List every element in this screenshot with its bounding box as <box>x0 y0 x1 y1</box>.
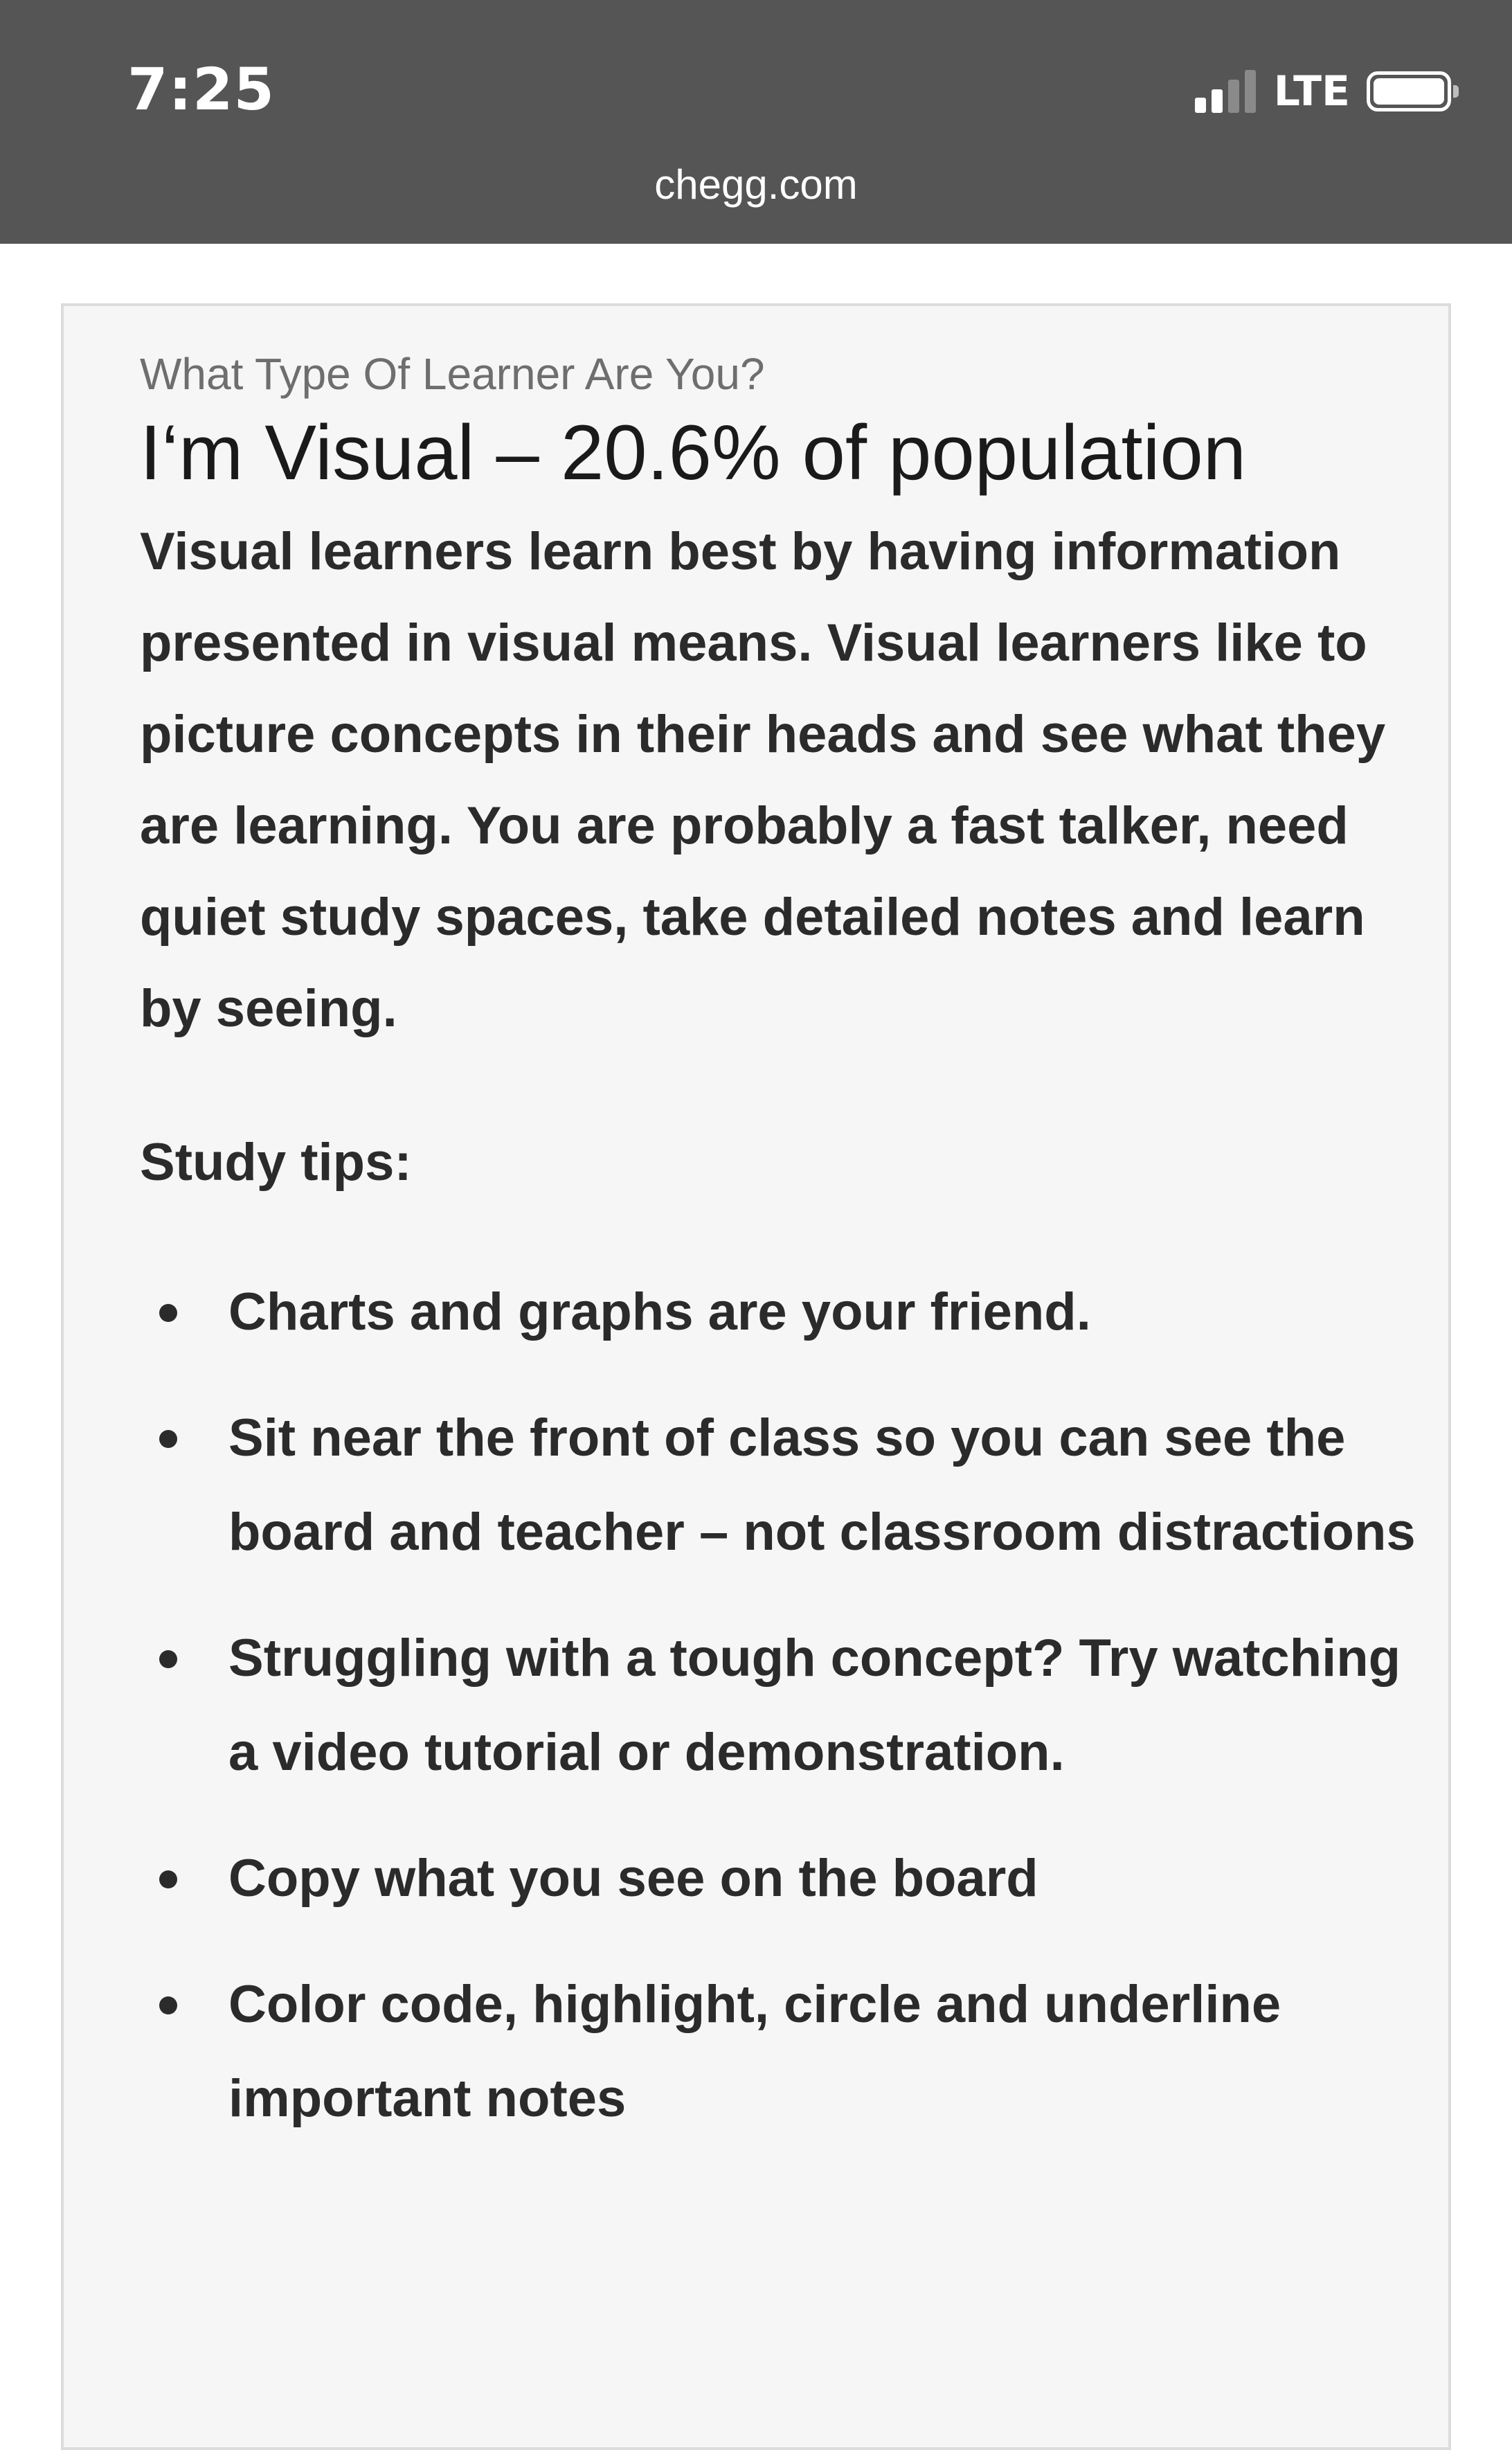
tip-text: Sit near the front of class so you can see the board and teacher – not classroom distractions <box>228 1409 1416 1562</box>
network-type: LTE <box>1273 67 1350 116</box>
result-headline: I‘m Visual – 20.6% of population <box>140 409 1247 496</box>
bullet-icon <box>159 1996 177 2014</box>
bullet-icon <box>159 1650 177 1668</box>
list-item <box>140 1611 1419 1800</box>
status-bar <box>0 0 1512 244</box>
tip-text: Copy what you see on the board <box>228 1849 1038 1908</box>
study-tips-heading: Study tips: <box>140 1133 412 1192</box>
bullet-icon <box>159 1430 177 1448</box>
list-item <box>140 1265 1419 1359</box>
tip-text: Struggling with a tough concept? Try watching a video tutorial or demonstration. <box>228 1629 1401 1782</box>
list-item <box>140 1958 1419 2146</box>
url-bar[interactable]: chegg.com <box>654 161 858 208</box>
signal-strength-icon <box>1195 70 1256 113</box>
clock: 7:25 <box>127 55 275 123</box>
list-item <box>140 1832 1419 1926</box>
study-tips-list <box>140 1265 1428 2146</box>
learner-result-card <box>61 303 1451 2450</box>
battery-icon <box>1367 71 1451 111</box>
bullet-icon <box>159 1870 177 1888</box>
bullet-icon <box>159 1304 177 1322</box>
result-description: Visual learners learn best by having information presented in visual means. Visual learners like to picture concepts in their heads and see what they are learning. You are probably a fast talker, need quiet study spaces, take detailed notes and learn by seeing. <box>140 522 1386 1039</box>
quiz-kicker: What Type Of Learner Are You? <box>140 349 765 399</box>
tip-text: Color code, highlight, circle and underline important notes <box>228 1975 1281 2129</box>
status-indicators <box>1195 68 1451 115</box>
list-item <box>140 1391 1419 1580</box>
tip-text: Charts and graphs are your friend. <box>228 1282 1091 1342</box>
